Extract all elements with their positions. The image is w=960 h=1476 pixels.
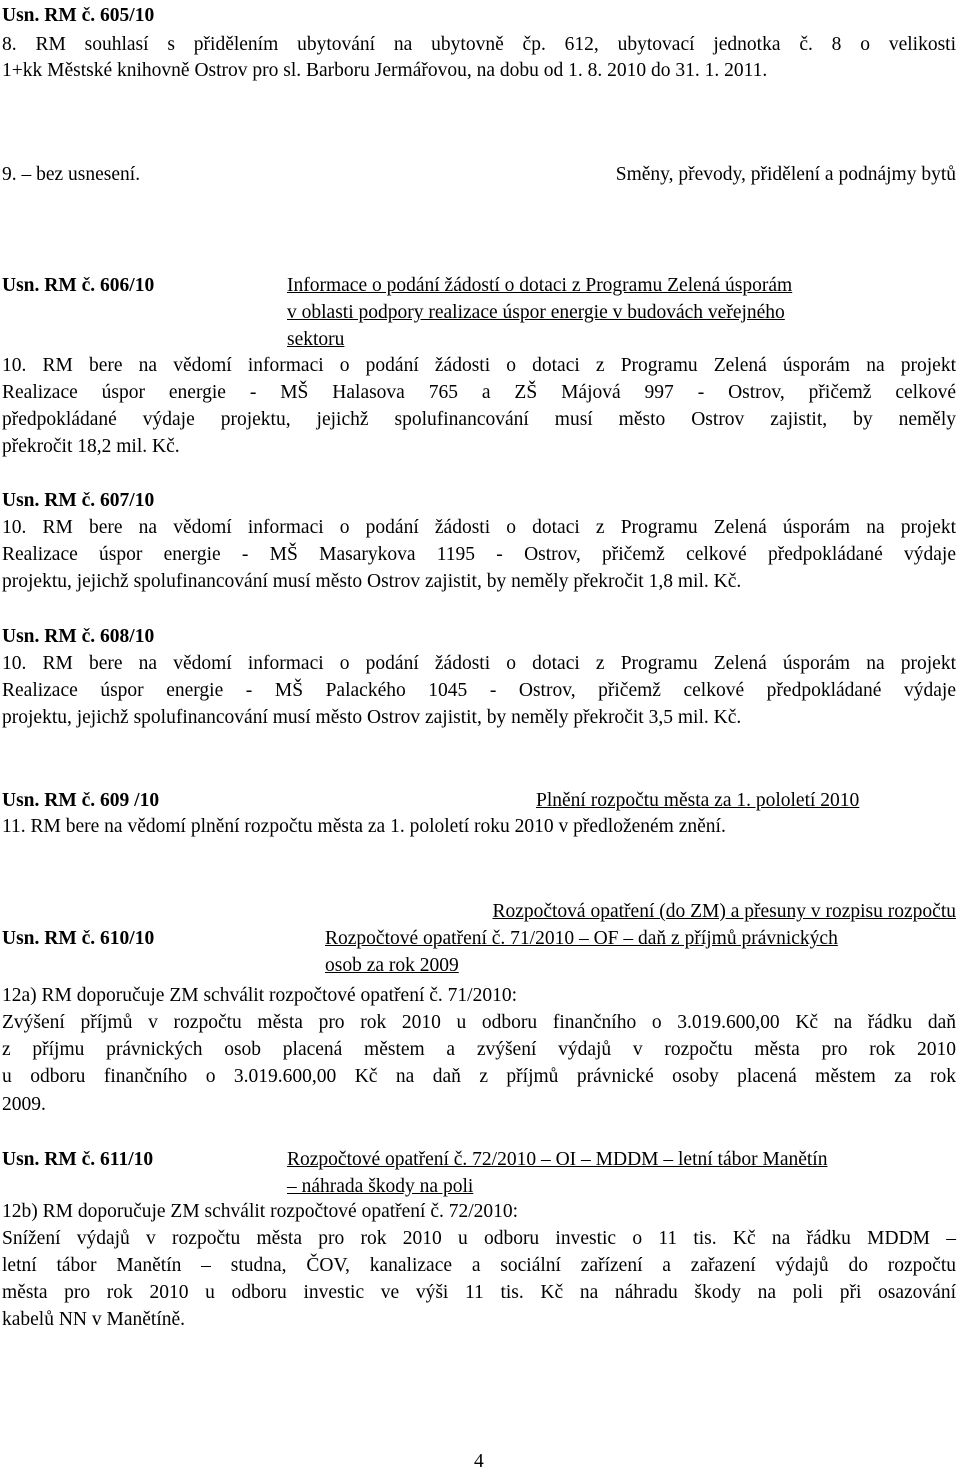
page-number: 4 — [474, 1451, 484, 1472]
resolution-text-609-line-1: 11. RM bere na vědomí plnění rozpočtu města za 1. pololetí roku 2010 v předloženém znění. — [2, 816, 726, 837]
resolution-title-611-line-2: – náhrada škody na poli — [287, 1176, 474, 1197]
resolution-heading-606: Usn. RM č. 606/10 — [2, 275, 155, 296]
resolution-title-610-line-2: osob za rok 2009 — [325, 955, 459, 976]
resolution-title-606-line-3: sektoru — [287, 329, 345, 350]
resolution-title-606-line-2: v oblasti podpory realizace úspor energie v budovách veřejného — [287, 302, 785, 323]
resolution-text-606-line-2: Realizace úspor energie - MŠ Halasova 765 a ZŠ Májová 997 - Ostrov, přičemž celkové — [2, 382, 956, 403]
resolution-heading-607: Usn. RM č. 607/10 — [2, 490, 155, 511]
resolution-text-610-line-3: z příjmu právnických osob placená městem a zvýšení výdajů v rozpočtu města pro rok 2010 — [2, 1039, 956, 1060]
resolution-text-610-line-1: 12a) RM doporučuje ZM schválit rozpočtové opatření č. 71/2010: — [2, 985, 517, 1006]
resolution-text-611-line-4: města pro rok 2010 u odboru investic ve výši 11 tis. Kč na náhradu škody na poli při osazování — [2, 1282, 956, 1303]
resolution-text-608-line-2: Realizace úspor energie - MŠ Palackého 1045 - Ostrov, přičemž celkové předpokládané výdaje — [2, 680, 956, 701]
resolution-heading-611: Usn. RM č. 611/10 — [2, 1149, 154, 1170]
section-title-flats: Směny, převody, přidělení a podnájmy bytů — [615, 164, 956, 185]
resolution-text-610-line-4: u odboru finančního o 3.019.600,00 Kč na daň z příjmů právnické osoby placená městem za rok — [2, 1066, 956, 1087]
agenda-item-9: 9. – bez usnesení. — [2, 164, 141, 185]
resolution-heading-610: Usn. RM č. 610/10 — [2, 928, 155, 949]
resolution-title-611-line-1: Rozpočtové opatření č. 72/2010 – OI – MDDM – letní tábor Manětín — [287, 1149, 828, 1170]
resolution-text-611-line-1: 12b) RM doporučuje ZM schválit rozpočtové opatření č. 72/2010: — [2, 1201, 519, 1222]
resolution-title-609: Plnění rozpočtu města za 1. pololetí 2010 — [536, 790, 860, 811]
resolution-text-610-line-5: 2009. — [2, 1094, 46, 1115]
resolution-text-611-line-5: kabelů NN v Manětíně. — [2, 1309, 186, 1330]
resolution-text-608-line-3: projektu, jejichž spolufinancování musí město Ostrov zajistit, by neměly překročit 3,5 mil. Kč. — [2, 707, 742, 728]
resolution-text-606-line-3: předpokládané výdaje projektu, jejichž spolufinancování musí město Ostrov zajistit, by neměly — [2, 409, 956, 430]
resolution-text-607-line-1: 10. RM bere na vědomí informaci o podání žádosti o dotaci z Programu Zelená úsporám na projekt — [2, 517, 956, 538]
resolution-text-608-line-1: 10. RM bere na vědomí informaci o podání žádosti o dotaci z Programu Zelená úsporám na projekt — [2, 653, 956, 674]
resolution-text-605-line-1: 8. RM souhlasí s přidělením ubytování na ubytovně čp. 612, ubytovací jednotka č. 8 o velikosti — [2, 34, 956, 55]
resolution-text-605-line-2: 1+kk Městské knihovně Ostrov pro sl. Barboru Jermářovou, na dobu od 1. 8. 2010 do 31. 1. 2011. — [2, 60, 768, 81]
resolution-text-606-line-4: překročit 18,2 mil. Kč. — [2, 436, 180, 457]
resolution-text-611-line-3: letní tábor Manětín – studna, ČOV, kanalizace a sociální zařízení a zařazení výdajů do rozpočtu — [2, 1255, 956, 1276]
resolution-title-606-line-1: Informace o podání žádostí o dotaci z Programu Zelená úsporám — [287, 275, 793, 296]
resolution-text-611-line-2: Snížení výdajů v rozpočtu města pro rok 2010 u odboru investic o 11 tis. Kč na řádku MDDM – — [2, 1228, 956, 1249]
section-title-budget: Rozpočtová opatření (do ZM) a přesuny v rozpisu rozpočtu — [492, 901, 956, 922]
resolution-title-610-line-1: Rozpočtové opatření č. 71/2010 – OF – daň z příjmů právnických — [325, 928, 838, 949]
resolution-heading-608: Usn. RM č. 608/10 — [2, 626, 155, 647]
resolution-text-607-line-3: projektu, jejichž spolufinancování musí město Ostrov zajistit, by neměly překročit 1,8 mil. Kč. — [2, 571, 742, 592]
resolution-heading-605: Usn. RM č. 605/10 — [2, 5, 155, 26]
resolution-heading-609: Usn. RM č. 609 /10 — [2, 790, 160, 811]
resolution-text-607-line-2: Realizace úspor energie - MŠ Masarykova 1195 - Ostrov, přičemž celkové předpokládané výdaje — [2, 544, 956, 565]
resolution-text-610-line-2: Zvýšení příjmů v rozpočtu města pro rok 2010 u odboru finančního o 3.019.600,00 Kč na řádku daň — [2, 1012, 956, 1033]
resolution-text-606-line-1: 10. RM bere na vědomí informaci o podání žádosti o dotaci z Programu Zelená úsporám na projekt — [2, 355, 956, 376]
